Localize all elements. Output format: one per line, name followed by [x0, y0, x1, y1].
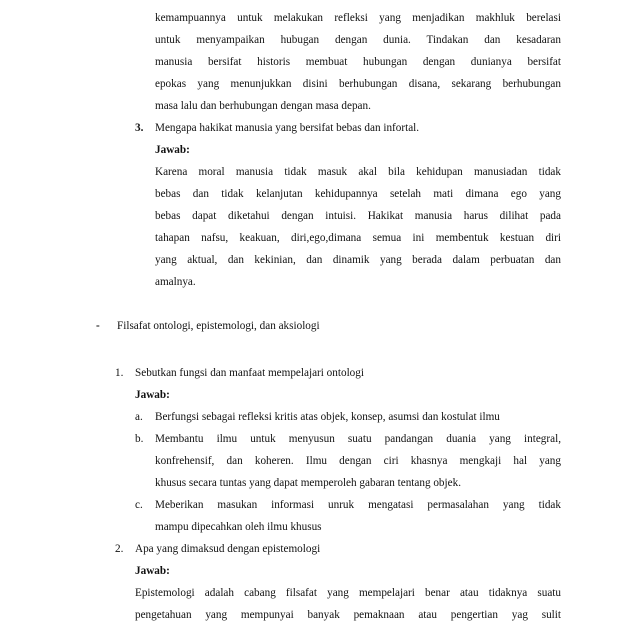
answer-line: bebas dapat diketahui dengan intuisi. Hakikat manusia harus dilihat pada: [155, 210, 561, 222]
paragraph-line: kemampuannya untuk melakukan refleksi yang menjadikan makhluk berelasi: [155, 12, 561, 24]
answer-line: Epistemologi adalah cabang filsafat yang mempelajari benar atau tidaknya suatu: [135, 587, 561, 599]
question-number: 2.: [115, 543, 124, 555]
paragraph-line: masa lalu dan berhubungan dengan masa depan.: [155, 100, 371, 112]
paragraph-line: untuk menyampaikan hubugan dengan dunia. Tindakan dan kesadaran: [155, 34, 561, 46]
bullet-dash: -: [96, 320, 100, 332]
answer-line: Karena moral manusia tidak masuk akal bila kehidupan manusiadan tidak: [155, 166, 561, 178]
list-item-line: Meberikan masukan informasi unruk mengatasi permasalahan yang tidak: [155, 499, 561, 511]
question-text: Sebutkan fungsi dan manfaat mempelajari ontologi: [135, 367, 364, 379]
list-item-line: Membantu ilmu untuk menyusun suatu pandangan duania yang integral,: [155, 433, 561, 445]
list-item-line: mampu dipecahkan oleh ilmu khusus: [155, 521, 322, 533]
question-text: Mengapa hakikat manusia yang bersifat bebas dan infortal.: [155, 122, 420, 134]
section-heading: Filsafat ontologi, epistemologi, dan aksiologi: [117, 320, 320, 332]
answer-line: bebas dan tidak kelanjutan kehidupannya setelah mati dimana ego yang: [155, 188, 561, 200]
answer-line: tahapan nafsu, keakuan, diri,ego,dimana semua ini membentuk kestuan diri: [155, 232, 561, 244]
paragraph-line: epokas yang menunjukkan disini berhubungan disana, sekarang berhubungan: [155, 78, 561, 90]
jawab-label: Jawab:: [135, 389, 170, 401]
answer-line: amalnya.: [155, 276, 196, 288]
answer-line: pengetahuan yang mempunyai banyak pemaknaan atau pengertian yag sulit: [135, 609, 561, 621]
answer-line: yang aktual, dan kekinian, dan dinamik yang berada dalam perbuatan dan: [155, 254, 561, 266]
question-number: 1.: [115, 367, 124, 379]
list-letter: a.: [135, 411, 143, 423]
list-item-line: konfrehensif, dan koheren. Ilmu dengan ciri khasnya mengkaji hal yang: [155, 455, 561, 467]
list-item-line: Berfungsi sebagai refleksi kritis atas objek, konsep, asumsi dan kostulat ilmu: [155, 411, 500, 423]
paragraph-line: manusia bersifat historis membuat hubungan dengan dunianya bersifat: [155, 56, 561, 68]
jawab-label: Jawab:: [135, 565, 170, 577]
question-number: 3.: [135, 122, 144, 134]
jawab-label: Jawab:: [155, 144, 190, 156]
list-letter: b.: [135, 433, 144, 445]
question-text: Apa yang dimaksud dengan epistemologi: [135, 543, 321, 555]
list-item-line: khusus secara tuntas yang dapat memperoleh gabaran tentang objek.: [155, 477, 461, 489]
list-letter: c.: [135, 499, 143, 511]
